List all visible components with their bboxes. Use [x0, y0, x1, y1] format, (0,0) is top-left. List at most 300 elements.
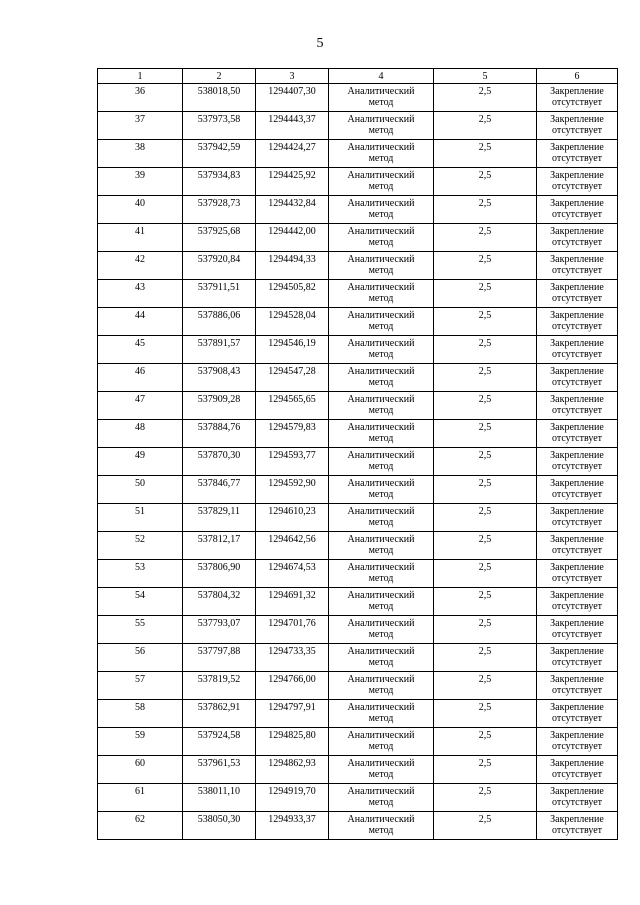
fixing-cell-text: отсутствует — [551, 825, 603, 836]
method-cell — [329, 812, 434, 840]
fixing-cell-text: отсутствует — [551, 797, 603, 808]
x-coordinate-cell — [183, 140, 256, 168]
accuracy-cell-text: 2,5 — [478, 478, 492, 489]
point-number-cell — [98, 728, 183, 756]
point-number-cell-text: 46 — [135, 366, 145, 377]
y-coordinate-cell-text: 1294919,70 — [268, 786, 316, 797]
accuracy-cell — [434, 196, 537, 224]
y-coordinate-cell — [256, 280, 329, 308]
point-number-cell-text: 52 — [135, 534, 145, 545]
table-row — [98, 224, 618, 252]
accuracy-cell — [434, 336, 537, 364]
y-coordinate-cell-text: 1294443,37 — [268, 114, 316, 125]
accuracy-cell — [434, 812, 537, 840]
y-coordinate-cell — [256, 672, 329, 700]
y-coordinate-cell — [256, 560, 329, 588]
method-cell-text: метод — [368, 769, 394, 780]
point-number-cell — [98, 280, 183, 308]
method-cell-text: метод — [368, 601, 394, 612]
x-coordinate-cell — [183, 644, 256, 672]
y-coordinate-cell — [256, 364, 329, 392]
method-cell-text: Аналитический — [347, 198, 415, 209]
table-row — [98, 392, 618, 420]
method-cell-text: Аналитический — [347, 394, 415, 405]
x-coordinate-cell-text: 537819,52 — [197, 674, 241, 685]
point-number-cell — [98, 140, 183, 168]
x-coordinate-cell — [183, 168, 256, 196]
method-cell-text: Аналитический — [347, 338, 415, 349]
fixing-cell — [537, 504, 618, 532]
x-coordinate-cell-text: 537793,07 — [197, 618, 241, 629]
accuracy-cell-text: 2,5 — [478, 562, 492, 573]
point-number-cell — [98, 392, 183, 420]
accuracy-cell — [434, 560, 537, 588]
x-coordinate-cell-text: 537920,84 — [197, 254, 241, 265]
fixing-cell-text: Закрепление — [550, 114, 604, 125]
y-coordinate-cell-text: 1294494,33 — [268, 254, 316, 265]
table-row — [98, 672, 618, 700]
method-cell — [329, 588, 434, 616]
table-row — [98, 616, 618, 644]
accuracy-cell-text: 2,5 — [478, 730, 492, 741]
method-cell — [329, 280, 434, 308]
method-cell-text: метод — [368, 293, 394, 304]
accuracy-cell — [434, 420, 537, 448]
table-row — [98, 308, 618, 336]
method-cell-text: метод — [368, 741, 394, 752]
accuracy-cell-text: 2,5 — [478, 646, 492, 657]
method-cell-text: Аналитический — [347, 86, 415, 97]
y-coordinate-cell-text: 1294733,35 — [268, 646, 316, 657]
accuracy-cell — [434, 84, 537, 112]
method-cell-text: Аналитический — [347, 758, 415, 769]
x-coordinate-cell — [183, 392, 256, 420]
column-header: 6 — [537, 69, 618, 84]
fixing-cell — [537, 812, 618, 840]
point-number-cell-text: 55 — [135, 618, 145, 629]
accuracy-cell — [434, 308, 537, 336]
point-number-cell-text: 50 — [135, 478, 145, 489]
table-row — [98, 756, 618, 784]
x-coordinate-cell-text: 537924,58 — [197, 730, 241, 741]
accuracy-cell — [434, 644, 537, 672]
y-coordinate-cell — [256, 532, 329, 560]
table-row — [98, 588, 618, 616]
accuracy-cell — [434, 504, 537, 532]
point-number-cell-text: 62 — [135, 814, 145, 825]
x-coordinate-cell — [183, 476, 256, 504]
method-cell-text: Аналитический — [347, 562, 415, 573]
y-coordinate-cell-text: 1294610,23 — [268, 506, 316, 517]
fixing-cell — [537, 672, 618, 700]
method-cell-text: Аналитический — [347, 478, 415, 489]
accuracy-cell-text: 2,5 — [478, 814, 492, 825]
fixing-cell-text: Закрепление — [550, 450, 604, 461]
point-number-cell — [98, 364, 183, 392]
accuracy-cell-text: 2,5 — [478, 674, 492, 685]
method-cell-text: метод — [368, 797, 394, 808]
fixing-cell — [537, 308, 618, 336]
accuracy-cell — [434, 140, 537, 168]
fixing-cell-text: Закрепление — [550, 534, 604, 545]
x-coordinate-cell — [183, 364, 256, 392]
accuracy-cell-text: 2,5 — [478, 618, 492, 629]
point-number-cell — [98, 588, 183, 616]
method-cell-text: Аналитический — [347, 422, 415, 433]
x-coordinate-cell — [183, 700, 256, 728]
x-coordinate-cell-text: 538018,50 — [197, 86, 241, 97]
accuracy-cell — [434, 280, 537, 308]
point-number-cell — [98, 420, 183, 448]
y-coordinate-cell — [256, 784, 329, 812]
fixing-cell-text: отсутствует — [551, 293, 603, 304]
column-header: 3 — [256, 69, 329, 84]
table-row — [98, 168, 618, 196]
accuracy-cell-text: 2,5 — [478, 786, 492, 797]
fixing-cell-text: отсутствует — [551, 769, 603, 780]
accuracy-cell — [434, 588, 537, 616]
accuracy-cell-text: 2,5 — [478, 338, 492, 349]
y-coordinate-cell-text: 1294565,65 — [268, 394, 316, 405]
point-number-cell-text: 59 — [135, 730, 145, 741]
point-number-cell-text: 45 — [135, 338, 145, 349]
y-coordinate-cell — [256, 308, 329, 336]
y-coordinate-cell-text: 1294797,91 — [268, 702, 316, 713]
method-cell-text: метод — [368, 97, 394, 108]
table-row — [98, 728, 618, 756]
point-number-cell-text: 38 — [135, 142, 145, 153]
y-coordinate-cell-text: 1294546,19 — [268, 338, 316, 349]
y-coordinate-cell-text: 1294691,32 — [268, 590, 316, 601]
fixing-cell-text: отсутствует — [551, 517, 603, 528]
accuracy-cell-text: 2,5 — [478, 114, 492, 125]
method-cell — [329, 756, 434, 784]
table-row — [98, 196, 618, 224]
x-coordinate-cell-text: 537797,88 — [197, 646, 241, 657]
x-coordinate-cell-text: 537961,53 — [197, 758, 241, 769]
table-row — [98, 812, 618, 840]
table-row — [98, 252, 618, 280]
y-coordinate-cell — [256, 588, 329, 616]
point-number-cell-text: 51 — [135, 506, 145, 517]
method-cell-text: метод — [368, 657, 394, 668]
fixing-cell — [537, 224, 618, 252]
method-cell-text: метод — [368, 713, 394, 724]
table-row — [98, 700, 618, 728]
table-row — [98, 84, 618, 112]
accuracy-cell — [434, 756, 537, 784]
y-coordinate-cell-text: 1294505,82 — [268, 282, 316, 293]
fixing-cell — [537, 728, 618, 756]
point-number-cell-text: 37 — [135, 114, 145, 125]
column-header: 1 — [98, 69, 183, 84]
accuracy-cell-text: 2,5 — [478, 142, 492, 153]
x-coordinate-cell — [183, 728, 256, 756]
table-row — [98, 532, 618, 560]
fixing-cell-text: Закрепление — [550, 282, 604, 293]
x-coordinate-cell — [183, 616, 256, 644]
method-cell — [329, 672, 434, 700]
x-coordinate-cell — [183, 784, 256, 812]
accuracy-cell-text: 2,5 — [478, 310, 492, 321]
point-number-cell — [98, 784, 183, 812]
y-coordinate-cell-text: 1294592,90 — [268, 478, 316, 489]
method-cell — [329, 700, 434, 728]
method-cell-text: метод — [368, 685, 394, 696]
accuracy-cell-text: 2,5 — [478, 450, 492, 461]
accuracy-cell-text: 2,5 — [478, 254, 492, 265]
method-cell-text: Аналитический — [347, 366, 415, 377]
x-coordinate-cell — [183, 672, 256, 700]
accuracy-cell — [434, 616, 537, 644]
x-coordinate-cell — [183, 84, 256, 112]
y-coordinate-cell — [256, 812, 329, 840]
method-cell — [329, 84, 434, 112]
method-cell-text: метод — [368, 209, 394, 220]
table-header-row — [98, 69, 618, 84]
method-cell-text: Аналитический — [347, 506, 415, 517]
fixing-cell-text: отсутствует — [551, 265, 603, 276]
point-number-cell-text: 42 — [135, 254, 145, 265]
accuracy-cell-text: 2,5 — [478, 282, 492, 293]
fixing-cell-text: Закрепление — [550, 562, 604, 573]
y-coordinate-cell — [256, 168, 329, 196]
fixing-cell-text: Закрепление — [550, 310, 604, 321]
fixing-cell-text: отсутствует — [551, 685, 603, 696]
method-cell — [329, 616, 434, 644]
method-cell — [329, 364, 434, 392]
y-coordinate-cell-text: 1294579,83 — [268, 422, 316, 433]
fixing-cell — [537, 252, 618, 280]
x-coordinate-cell-text: 537908,43 — [197, 366, 241, 377]
x-coordinate-cell-text: 537909,28 — [197, 394, 241, 405]
fixing-cell-text: Закрепление — [550, 254, 604, 265]
method-cell-text: Аналитический — [347, 450, 415, 461]
fixing-cell-text: Закрепление — [550, 422, 604, 433]
method-cell-text: Аналитический — [347, 226, 415, 237]
accuracy-cell-text: 2,5 — [478, 758, 492, 769]
accuracy-cell-text: 2,5 — [478, 226, 492, 237]
accuracy-cell-text: 2,5 — [478, 198, 492, 209]
accuracy-cell-text: 2,5 — [478, 506, 492, 517]
method-cell-text: метод — [368, 489, 394, 500]
accuracy-cell — [434, 784, 537, 812]
point-number-cell — [98, 756, 183, 784]
method-cell-text: метод — [368, 629, 394, 640]
fixing-cell — [537, 392, 618, 420]
y-coordinate-cell — [256, 112, 329, 140]
fixing-cell-text: Закрепление — [550, 674, 604, 685]
point-number-cell — [98, 308, 183, 336]
fixing-cell — [537, 560, 618, 588]
fixing-cell-text: отсутствует — [551, 601, 603, 612]
x-coordinate-cell-text: 538050,30 — [197, 814, 241, 825]
fixing-cell-text: отсутствует — [551, 377, 603, 388]
accuracy-cell — [434, 728, 537, 756]
x-coordinate-cell-text: 537806,90 — [197, 562, 241, 573]
y-coordinate-cell-text: 1294933,37 — [268, 814, 316, 825]
accuracy-cell — [434, 448, 537, 476]
accuracy-cell — [434, 476, 537, 504]
fixing-cell — [537, 140, 618, 168]
table-row — [98, 140, 618, 168]
method-cell — [329, 504, 434, 532]
accuracy-cell — [434, 392, 537, 420]
method-cell-text: метод — [368, 265, 394, 276]
accuracy-cell-text: 2,5 — [478, 86, 492, 97]
x-coordinate-cell-text: 537942,59 — [197, 142, 241, 153]
fixing-cell-text: Закрепление — [550, 394, 604, 405]
column-header: 2 — [183, 69, 256, 84]
method-cell — [329, 448, 434, 476]
fixing-cell — [537, 476, 618, 504]
table-row — [98, 476, 618, 504]
fixing-cell-text: Закрепление — [550, 702, 604, 713]
y-coordinate-cell-text: 1294425,92 — [268, 170, 316, 181]
fixing-cell-text: отсутствует — [551, 181, 603, 192]
fixing-cell-text: Закрепление — [550, 618, 604, 629]
fixing-cell-text: Закрепление — [550, 478, 604, 489]
method-cell-text: Аналитический — [347, 646, 415, 657]
x-coordinate-cell — [183, 560, 256, 588]
x-coordinate-cell — [183, 812, 256, 840]
fixing-cell-text: Закрепление — [550, 366, 604, 377]
y-coordinate-cell — [256, 84, 329, 112]
method-cell — [329, 140, 434, 168]
fixing-cell — [537, 280, 618, 308]
y-coordinate-cell — [256, 756, 329, 784]
method-cell — [329, 252, 434, 280]
y-coordinate-cell-text: 1294528,04 — [268, 310, 316, 321]
point-number-cell — [98, 812, 183, 840]
y-coordinate-cell — [256, 420, 329, 448]
column-header: 5 — [434, 69, 537, 84]
accuracy-cell-text: 2,5 — [478, 366, 492, 377]
fixing-cell-text: отсутствует — [551, 573, 603, 584]
method-cell — [329, 560, 434, 588]
page-number: 5 — [316, 36, 324, 51]
fixing-cell-text: Закрепление — [550, 758, 604, 769]
method-cell-text: метод — [368, 377, 394, 388]
x-coordinate-cell-text: 537928,73 — [197, 198, 241, 209]
fixing-cell — [537, 784, 618, 812]
method-cell-text: Аналитический — [347, 254, 415, 265]
method-cell-text: Аналитический — [347, 702, 415, 713]
fixing-cell-text: отсутствует — [551, 321, 603, 332]
point-number-cell — [98, 616, 183, 644]
method-cell — [329, 420, 434, 448]
fixing-cell-text: отсутствует — [551, 713, 603, 724]
fixing-cell-text: Закрепление — [550, 198, 604, 209]
method-cell-text: Аналитический — [347, 814, 415, 825]
point-number-cell-text: 53 — [135, 562, 145, 573]
point-number-cell — [98, 112, 183, 140]
fixing-cell — [537, 700, 618, 728]
fixing-cell — [537, 616, 618, 644]
fixing-cell-text: Закрепление — [550, 170, 604, 181]
fixing-cell-text: отсутствует — [551, 125, 603, 136]
table-row — [98, 448, 618, 476]
x-coordinate-cell — [183, 252, 256, 280]
point-number-cell-text: 44 — [135, 310, 145, 321]
x-coordinate-cell — [183, 588, 256, 616]
fixing-cell-text: отсутствует — [551, 629, 603, 640]
point-number-cell-text: 39 — [135, 170, 145, 181]
x-coordinate-cell-text: 537925,68 — [197, 226, 241, 237]
y-coordinate-cell-text: 1294547,28 — [268, 366, 316, 377]
x-coordinate-cell-text: 538011,10 — [197, 786, 241, 797]
y-coordinate-cell-text: 1294407,30 — [268, 86, 316, 97]
x-coordinate-cell — [183, 336, 256, 364]
x-coordinate-cell — [183, 448, 256, 476]
fixing-cell — [537, 756, 618, 784]
method-cell-text: метод — [368, 433, 394, 444]
fixing-cell — [537, 84, 618, 112]
point-number-cell-text: 48 — [135, 422, 145, 433]
accuracy-cell — [434, 168, 537, 196]
x-coordinate-cell — [183, 112, 256, 140]
table-row — [98, 420, 618, 448]
method-cell-text: Аналитический — [347, 590, 415, 601]
table-row — [98, 336, 618, 364]
method-cell-text: Аналитический — [347, 170, 415, 181]
coordinates-table — [97, 68, 618, 840]
fixing-cell — [537, 532, 618, 560]
method-cell-text: метод — [368, 461, 394, 472]
fixing-cell-text: Закрепление — [550, 730, 604, 741]
fixing-cell-text: отсутствует — [551, 657, 603, 668]
method-cell-text: Аналитический — [347, 142, 415, 153]
method-cell — [329, 476, 434, 504]
method-cell-text: метод — [368, 405, 394, 416]
method-cell — [329, 308, 434, 336]
fixing-cell — [537, 112, 618, 140]
fixing-cell-text: Закрепление — [550, 786, 604, 797]
point-number-cell — [98, 560, 183, 588]
point-number-cell-text: 54 — [135, 590, 145, 601]
x-coordinate-cell-text: 537934,83 — [197, 170, 241, 181]
accuracy-cell-text: 2,5 — [478, 534, 492, 545]
y-coordinate-cell — [256, 700, 329, 728]
point-number-cell-text: 56 — [135, 646, 145, 657]
point-number-cell — [98, 336, 183, 364]
y-coordinate-cell — [256, 140, 329, 168]
table-row — [98, 364, 618, 392]
point-number-cell-text: 40 — [135, 198, 145, 209]
point-number-cell — [98, 700, 183, 728]
method-cell-text: метод — [368, 321, 394, 332]
method-cell — [329, 168, 434, 196]
y-coordinate-cell-text: 1294825,80 — [268, 730, 316, 741]
point-number-cell-text: 41 — [135, 226, 145, 237]
method-cell-text: метод — [368, 125, 394, 136]
fixing-cell-text: отсутствует — [551, 741, 603, 752]
fixing-cell-text: отсутствует — [551, 489, 603, 500]
point-number-cell — [98, 196, 183, 224]
x-coordinate-cell-text: 537973,58 — [197, 114, 241, 125]
table-row — [98, 784, 618, 812]
y-coordinate-cell — [256, 252, 329, 280]
point-number-cell — [98, 84, 183, 112]
method-cell-text: метод — [368, 545, 394, 556]
accuracy-cell-text: 2,5 — [478, 590, 492, 601]
method-cell-text: Аналитический — [347, 730, 415, 741]
fixing-cell-text: Закрепление — [550, 86, 604, 97]
fixing-cell — [537, 644, 618, 672]
method-cell-text: Аналитический — [347, 786, 415, 797]
fixing-cell — [537, 588, 618, 616]
y-coordinate-cell — [256, 476, 329, 504]
